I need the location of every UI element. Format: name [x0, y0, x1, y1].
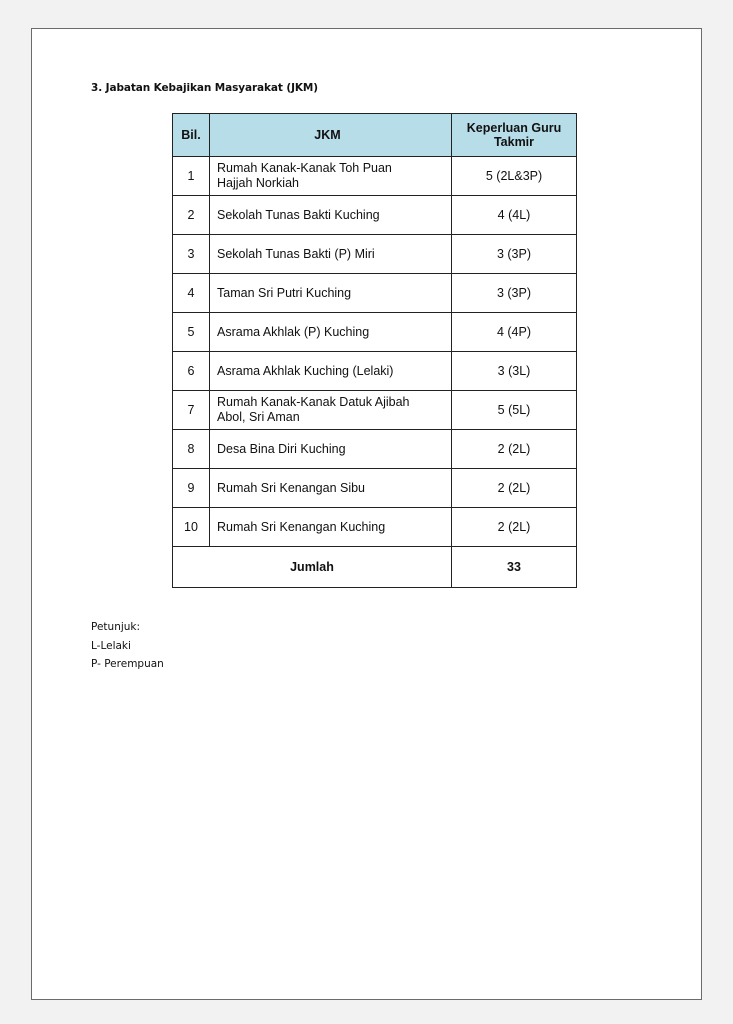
row-bil: 3: [173, 235, 210, 274]
table-row: [173, 469, 577, 508]
row-jkm: Asrama Akhlak (P) Kuching: [210, 313, 452, 352]
row-keperluan: 2 (2L): [452, 508, 577, 547]
notes-item-lelaki: L-Lelaki: [91, 639, 131, 652]
table-row: [173, 196, 577, 235]
row-jkm: Rumah Sri Kenangan Kuching: [210, 508, 452, 547]
table-row: [173, 157, 577, 196]
row-bil: 6: [173, 352, 210, 391]
row-jkm-line1: Rumah Kanak-Kanak Toh Puan: [217, 161, 392, 175]
total-row: [173, 547, 577, 588]
row-jkm: Taman Sri Putri Kuching: [210, 274, 452, 313]
row-bil: 5: [173, 313, 210, 352]
row-keperluan: 5 (2L&3P): [452, 157, 577, 196]
row-bil: 9: [173, 469, 210, 508]
section-heading: 3. Jabatan Kebajikan Masyarakat (JKM): [91, 82, 318, 94]
row-jkm-line2: Abol, Sri Aman: [217, 410, 300, 424]
row-jkm-line1: Rumah Kanak-Kanak Datuk Ajibah: [217, 395, 410, 409]
row-keperluan: 5 (5L): [452, 391, 577, 430]
table-row: [173, 352, 577, 391]
header-bil: Bil.: [173, 114, 210, 157]
row-jkm: Rumah Sri Kenangan Sibu: [210, 469, 452, 508]
table-row: [173, 274, 577, 313]
table-row: [173, 391, 577, 430]
table-row: [173, 235, 577, 274]
total-label: Jumlah: [173, 547, 452, 588]
legend-notes: [91, 618, 164, 674]
row-bil: 10: [173, 508, 210, 547]
header-jkm: JKM: [210, 114, 452, 157]
row-keperluan: 2 (2L): [452, 430, 577, 469]
row-keperluan: 3 (3L): [452, 352, 577, 391]
row-keperluan: 3 (3P): [452, 274, 577, 313]
total-value: 33: [452, 547, 577, 588]
jkm-table: [172, 113, 577, 588]
header-keperluan-line2: Takmir: [493, 135, 535, 149]
row-jkm: Desa Bina Diri Kuching: [210, 430, 452, 469]
row-bil: 1: [173, 157, 210, 196]
notes-title: Petunjuk:: [91, 621, 141, 633]
row-jkm: [210, 391, 452, 430]
document-page: [31, 28, 702, 1000]
row-bil: 2: [173, 196, 210, 235]
header-keperluan-line1: Keperluan Guru: [466, 120, 562, 135]
header-keperluan: [452, 114, 577, 157]
row-bil: 4: [173, 274, 210, 313]
row-bil: 8: [173, 430, 210, 469]
row-jkm-line2: Hajjah Norkiah: [217, 176, 299, 190]
table-row: [173, 430, 577, 469]
row-bil: 7: [173, 391, 210, 430]
row-jkm: Asrama Akhlak Kuching (Lelaki): [210, 352, 452, 391]
table-header-row: [173, 114, 577, 157]
table-row: [173, 313, 577, 352]
notes-item-perempuan: P- Perempuan: [91, 658, 164, 670]
row-keperluan: 4 (4P): [452, 313, 577, 352]
row-jkm: Sekolah Tunas Bakti (P) Miri: [210, 235, 452, 274]
table-row: [173, 508, 577, 547]
row-jkm: Sekolah Tunas Bakti Kuching: [210, 196, 452, 235]
row-keperluan: 2 (2L): [452, 469, 577, 508]
row-jkm: [210, 157, 452, 196]
row-keperluan: 3 (3P): [452, 235, 577, 274]
row-keperluan: 4 (4L): [452, 196, 577, 235]
